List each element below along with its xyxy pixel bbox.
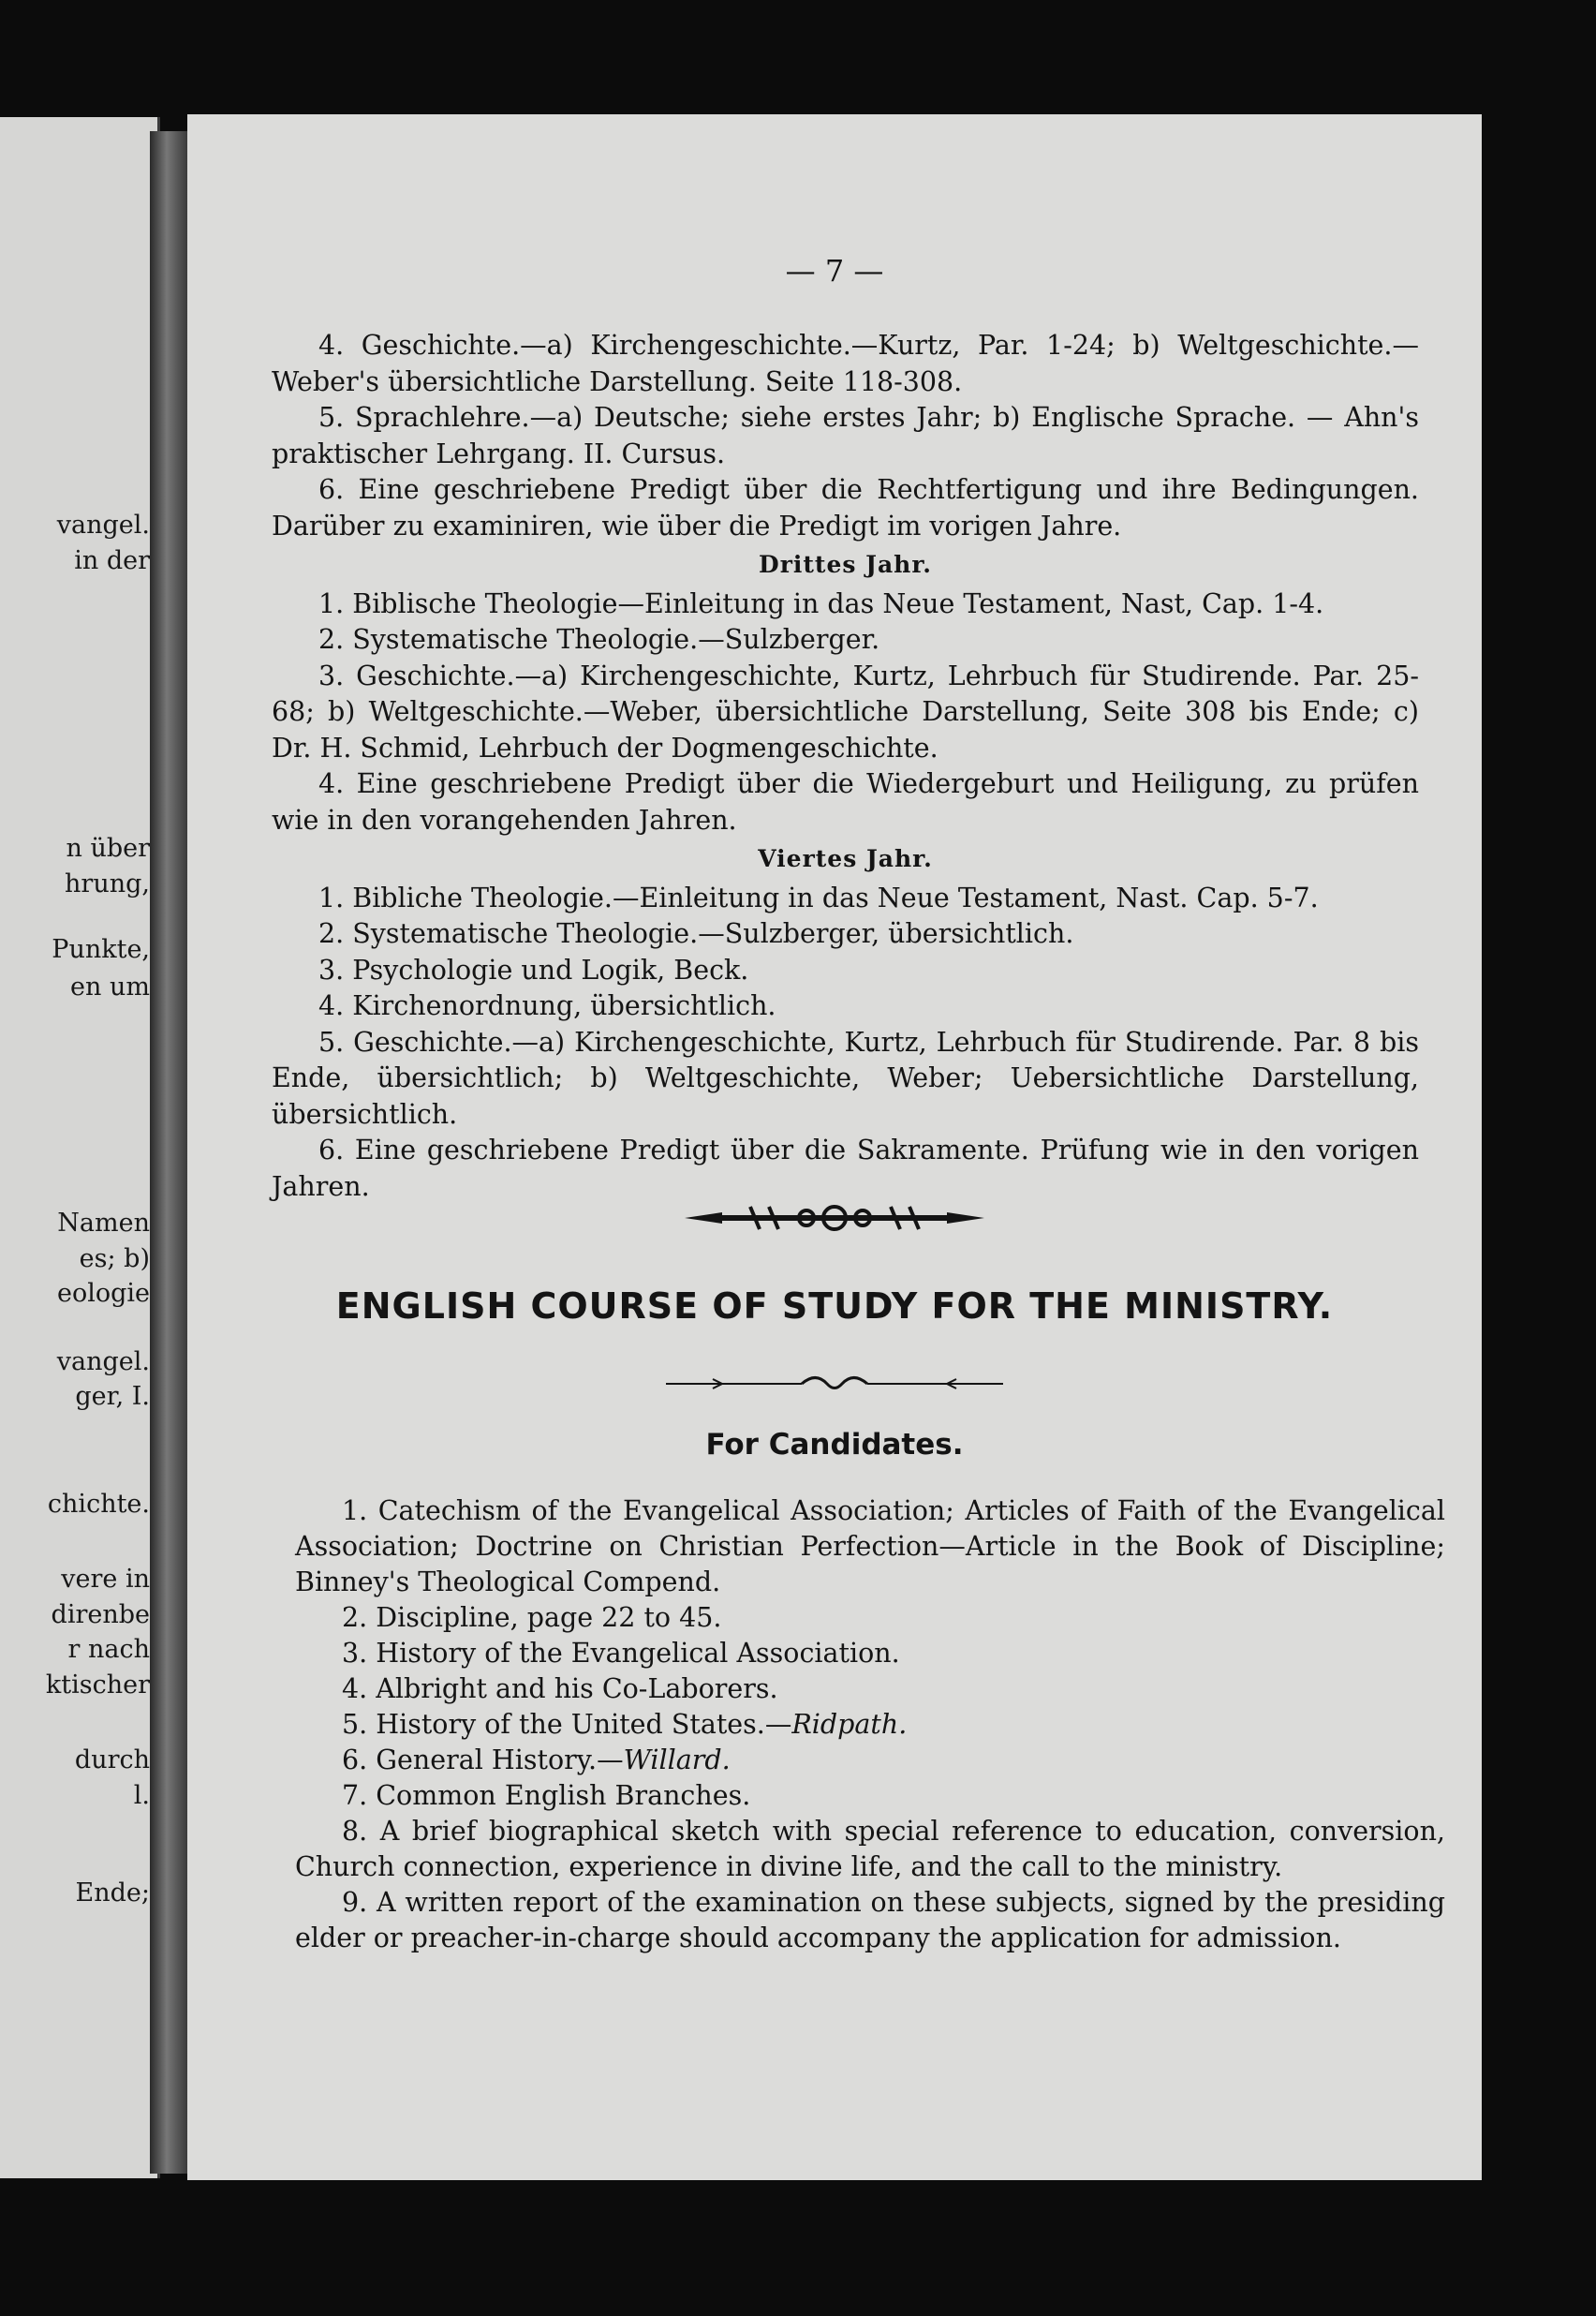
fragment-line: vere in bbox=[61, 1565, 150, 1594]
fragment-line: l. bbox=[133, 1781, 150, 1810]
list-item: 9. A written report of the examination on these subjects, signed by the presiding elder or preacher-in-charge should accompany the application for admission. bbox=[295, 1887, 1445, 1953]
list-item: 5. Sprachlehre.—a) Deutsche; siehe erstes Jahr; b) Englische Sprache. — Ahn's praktischer Lehrgang. II. Cursus. bbox=[272, 402, 1419, 469]
ornamental-rule bbox=[187, 1370, 1482, 1402]
book-spine bbox=[150, 131, 187, 2174]
item-author: Ridpath. bbox=[791, 1709, 908, 1740]
fragment-line: n über bbox=[66, 834, 150, 863]
fragment-line: direnbe bbox=[51, 1600, 150, 1629]
facing-page-fragment bbox=[0, 117, 160, 2178]
fragment-line: chichte. bbox=[47, 1490, 150, 1519]
fragment-line: r nach bbox=[67, 1635, 150, 1664]
list-item: 3. Psychologie und Logik, Beck. bbox=[318, 954, 749, 986]
list-item: 1. Bibliche Theologie.—Einleitung in das Neue Testament, Nast. Cap. 5-7. bbox=[318, 882, 1319, 913]
list-item: 2. Discipline, page 22 to 45. bbox=[342, 1602, 722, 1633]
item-author: Willard. bbox=[623, 1744, 731, 1775]
list-item: 6. Eine geschriebene Predigt über die Sakramente. Prüfung wie in den vorigen Jahren. bbox=[272, 1135, 1419, 1202]
list-item: 2. Systematische Theologie.—Sulzberger, übersichtlich. bbox=[318, 918, 1074, 949]
list-item: 3. History of the Evangelical Association. bbox=[342, 1638, 900, 1669]
fragment-line: ktischer bbox=[45, 1670, 150, 1700]
list-item: 2. Systematische Theologie.—Sulzberger. bbox=[318, 624, 880, 655]
section-title: ENGLISH COURSE OF STUDY FOR THE MINISTRY. bbox=[335, 1285, 1334, 1327]
document-page bbox=[187, 114, 1482, 2180]
list-item: 4. Kirchenordnung, übersichtlich. bbox=[318, 990, 776, 1021]
list-item: 1. Biblische Theologie—Einleitung in das Neue Testament, Nast, Cap. 1-4. bbox=[318, 587, 1324, 619]
english-course-list bbox=[295, 1493, 1445, 1956]
section-heading: Viertes Jahr. bbox=[758, 845, 933, 872]
fragment-line: eologie bbox=[56, 1279, 150, 1308]
list-item bbox=[295, 1743, 1445, 1778]
section-heading: Drittes Jahr. bbox=[759, 551, 932, 578]
list-item: 1. Catechism of the Evangelical Association; Articles of Faith of the Evangelical Association; Doctrine on Christian Perfection—Article in the Book of Discipline; Binney's Theological Compend. bbox=[295, 1495, 1445, 1597]
ornamental-divider bbox=[187, 1199, 1482, 1240]
fragment-line: Punkte, bbox=[52, 935, 150, 964]
fragment-line: Ende; bbox=[75, 1878, 150, 1908]
list-item: 6. Eine geschriebene Predigt über die Rechtfertigung und ihre Bedingungen. Darüber zu examiniren, wie über die Predigt im vorigen Jahre. bbox=[272, 474, 1419, 542]
fragment-line: en um bbox=[70, 972, 150, 1002]
fragment-line: Namen bbox=[57, 1209, 150, 1238]
list-item: 8. A brief biographical sketch with special reference to education, conversion, Church connection, experience in divine life, and the call to the ministry. bbox=[295, 1816, 1445, 1882]
fragment-line: vangel. bbox=[56, 511, 150, 540]
list-item: 4. Albright and his Co-Laborers. bbox=[342, 1673, 778, 1704]
list-item: 7. Common English Branches. bbox=[342, 1780, 751, 1811]
list-item: 4. Geschichte.—a) Kirchengeschichte.—Kurtz, Par. 1-24; b) Weltgeschichte.—Weber's übersichtliche Darstellung. Seite 118-308. bbox=[272, 330, 1419, 397]
list-item: 3. Geschichte.—a) Kirchengeschichte, Kurtz, Lehrbuch für Studirende. Par. 25-68; b) Weltgeschichte.—Weber, übersichtliche Darstellung, Seite 308 bis Ende; c) Dr. H. Schmid, Lehrbuch der Dogmengeschichte. bbox=[272, 660, 1419, 764]
fragment-line: durch bbox=[74, 1745, 150, 1774]
fragment-line: hrung, bbox=[65, 869, 150, 898]
fragment-line: vangel. bbox=[56, 1347, 150, 1376]
item-text: 6. General History.— bbox=[342, 1744, 624, 1775]
page-number: — 7 — bbox=[785, 253, 884, 289]
list-item: 4. Eine geschriebene Predigt über die Wiedergeburt und Heiligung, zu prüfen wie in den vorangehenden Jahren. bbox=[272, 768, 1419, 836]
fragment-line: in der bbox=[74, 546, 150, 575]
fragment-line: es; b) bbox=[79, 1244, 150, 1273]
list-item bbox=[295, 1707, 1445, 1743]
section-subtitle: For Candidates. bbox=[705, 1428, 964, 1462]
fragment-line: ger, I. bbox=[75, 1382, 150, 1411]
german-course-section bbox=[272, 328, 1419, 1205]
item-text: 5. History of the United States.— bbox=[342, 1709, 792, 1740]
list-item: 5. Geschichte.—a) Kirchengeschichte, Kurtz, Lehrbuch für Studirende. Par. 8 bis Ende, übersichtlich; b) Weltgeschichte, Weber; Uebersichtliche Darstellung, übersichtlich. bbox=[272, 1026, 1419, 1130]
